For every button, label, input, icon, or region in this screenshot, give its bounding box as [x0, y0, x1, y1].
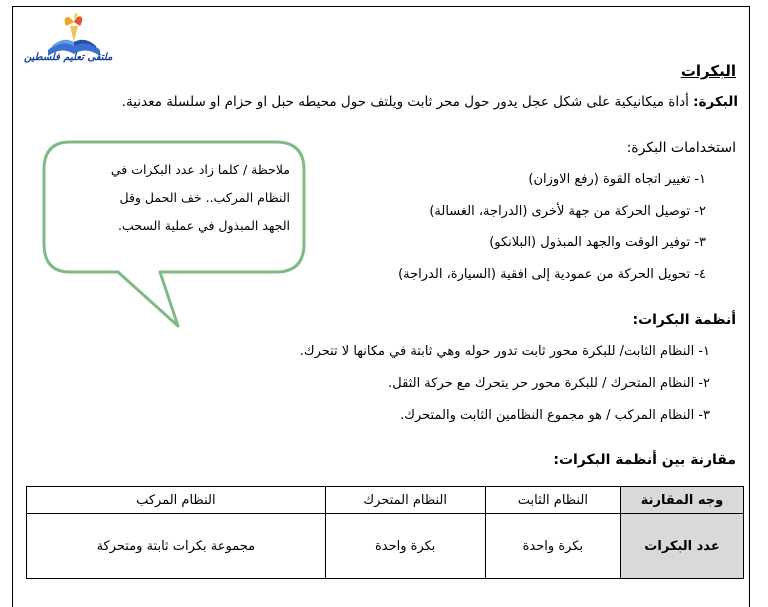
table-header-cell: النظام المركب: [27, 487, 326, 514]
note-bubble: [62, 156, 290, 240]
uses-item: ١- تغيير اتجاه القوة (رفع الاوزان): [528, 172, 706, 187]
table-header-cell: النظام المتحرك: [325, 487, 485, 514]
uses-item: ٢- توصيل الحركة من جهة لأخرى (الدراجة، الغسالة): [429, 204, 706, 219]
uses-item: ٤- تحويل الحركة من عمودية إلى افقية (السيارة، الدراجة): [398, 267, 706, 282]
note-line: الجهد المبذول في عملية السحب.: [118, 218, 290, 233]
systems-item: ٢- النظام المتحرك / للبكرة محور حر يتحرك مع حركة الثقل.: [388, 376, 710, 391]
note-line: ملاحظة / كلما زاد عدد البكرات في: [110, 162, 290, 177]
note-line: النظام المركب.. خف الحمل وقل: [119, 190, 290, 205]
uses-heading: استخدامات البكرة:: [626, 140, 736, 156]
table-row: [27, 514, 744, 579]
systems-heading: أنظمة البكرات:: [632, 312, 736, 328]
definition-term: البكرة:: [693, 94, 738, 110]
table-header-cell: وجه المقارنة: [621, 487, 744, 514]
definition: [122, 94, 738, 110]
definition-text: أداة ميكانيكية على شكل عجل يدور حول محر ثابت ويلتف حول محيطه حبل او حزام او سلسلة معدنية.: [121, 94, 694, 110]
table-cell: مجموعة بكرات ثابتة ومتحركة: [27, 514, 326, 579]
comparison-table: [26, 486, 744, 579]
table-cell: بكرة واحدة: [485, 514, 620, 579]
logo-text: ملتقى تعليم فلسطين: [24, 52, 113, 63]
table-header-row: [27, 487, 744, 514]
table-cell: بكرة واحدة: [325, 514, 485, 579]
page-title: البكرات: [680, 62, 736, 80]
systems-item: ٣- النظام المركب / هو مجموع النظامين الثابت والمتحرك.: [400, 408, 710, 423]
table-cell: عدد البكرات: [621, 514, 744, 579]
table-header-cell: النظام الثابت: [485, 487, 620, 514]
comparison-heading: مقارنة بين أنظمة البكرات:: [553, 452, 736, 468]
uses-item: ٣- توفير الوقت والجهد المبذول (البلانكو): [489, 235, 706, 250]
systems-item: ١- النظام الثابت/ للبكرة محور ثابت تدور حوله وهي ثابتة في مكانها لا تتحرك.: [299, 344, 710, 359]
